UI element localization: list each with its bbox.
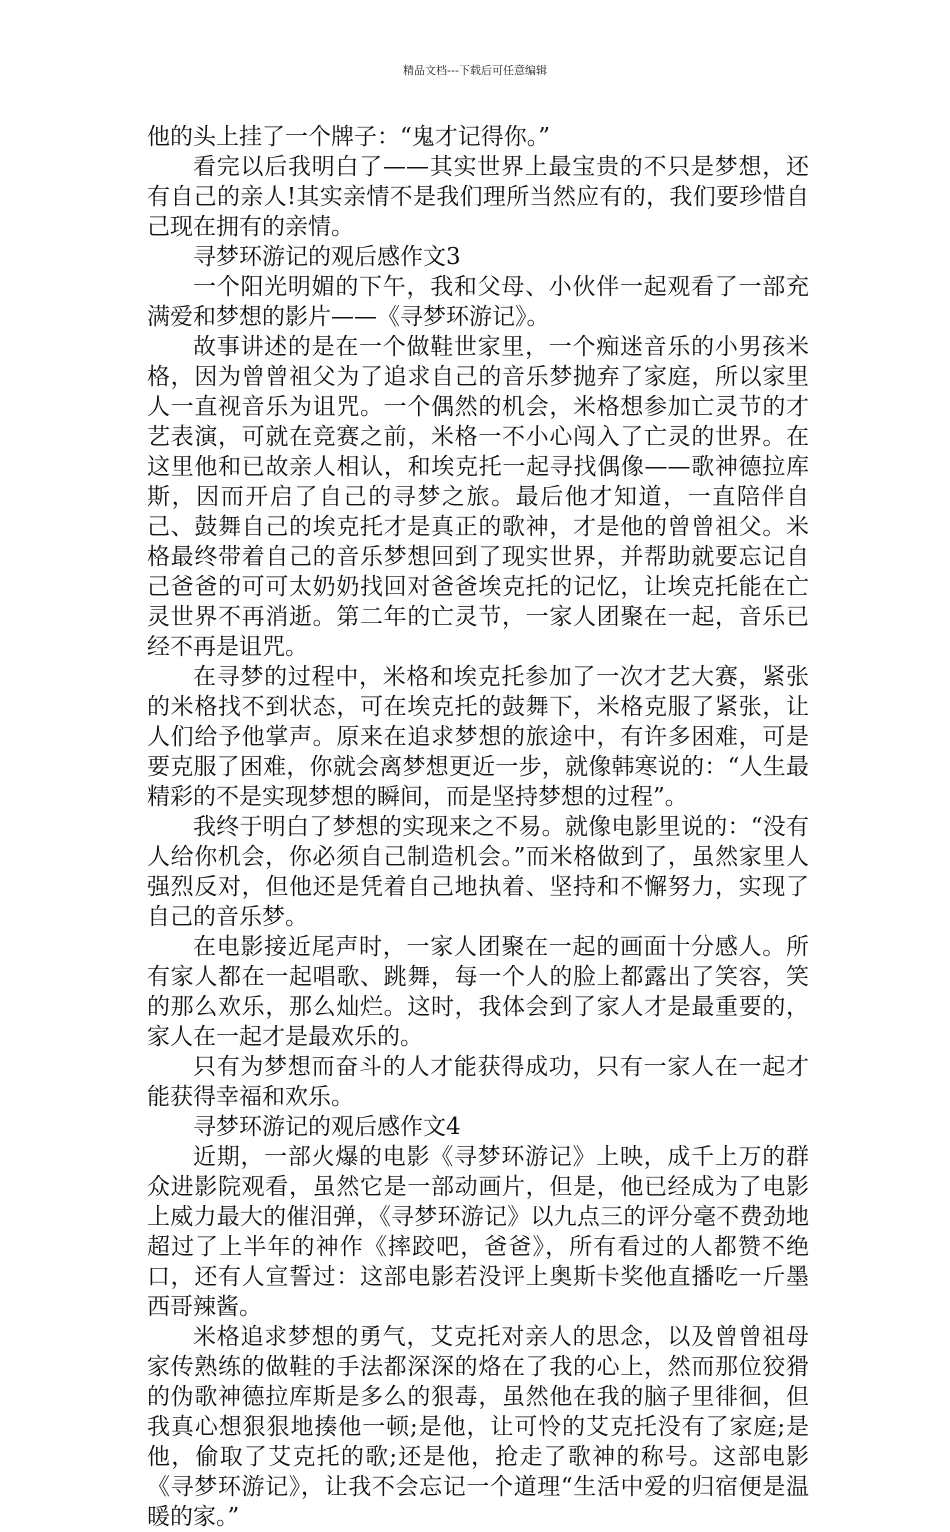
paragraph: 一个阳光明媚的下午，我和父母、小伙伴一起观看了一部充满爱和梦想的影片——《寻梦环游记》。 [147,274,809,330]
paragraph: 米格追求梦想的勇气，艾克托对亲人的思念，以及曾曾祖母家传熟练的做鞋的手法都深深的烙在了我的心上，然而那位狡猾的伪歌神德拉库斯是多么的狠毒，虽然他在我的脑子里徘徊，但我真心想狠狠地揍他一顿;是他，让可怜的艾克托没有了家庭;是他，偷取了艾克托的歌;还是他，抢走了歌神的称号。这部电影《寻梦环游记》，让我不会忘记一个道理“生活中爱的归宿便是温暖的家。” [147,1324,809,1530]
section-heading: 寻梦环游记的观后感作文4 [193,1114,461,1140]
paragraph: 故事讲述的是在一个做鞋世家里，一个痴迷音乐的小男孩米格，因为曾曾祖父为了追求自己的音乐梦抛弃了家庭，所以家里人一直视音乐为诅咒。一个偶然的机会，米格想参加亡灵节的才艺表演，可就在竞赛之前，米格一不小心闯入了亡灵的世界。在这里他和已故亲人相认，和埃克托一起寻找偶像——歌神德拉库斯，因而开启了自己的寻梦之旅。最后他才知道，一直陪伴自己、鼓舞自己的埃克托才是真正的歌神，才是他的曾曾祖父。米格最终带着自己的音乐梦想回到了现实世界，并帮助就要忘记自己爸爸的可可太奶奶找回对爸爸埃克托的记忆，让埃克托能在亡灵世界不再消逝。第二年的亡灵节，一家人团聚在一起，音乐已经不再是诅咒。 [147,334,809,660]
paragraph: 在电影接近尾声时，一家人团聚在一起的画面十分感人。所有家人都在一起唱歌、跳舞，每一个人的脸上都露出了笑容，笑的那么欢乐，那么灿烂。这时，我体会到了家人才是最重要的，家人在一起才是最欢乐的。 [147,934,809,1050]
section-heading: 寻梦环游记的观后感作文3 [193,244,461,270]
paragraph: 在寻梦的过程中，米格和埃克托参加了一次才艺大赛，紧张的米格找不到状态，可在埃克托的鼓舞下，米格克服了紧张，让人们给予他掌声。原来在追求梦想的旅途中，有许多困难，可是要克服了困难，你就会离梦想更近一步，就像韩寒说的：“人生最精彩的不是实现梦想的瞬间，而是坚持梦想的过程”。 [147,664,809,810]
document-body [147,122,809,1532]
paragraph: 他的头上挂了一个牌子：“鬼才记得你。” [147,124,551,150]
paragraph: 我终于明白了梦想的实现来之不易。就像电影里说的：“没有人给你机会，你必须自己制造机会。”而米格做到了，虽然家里人强烈反对，但他还是凭着自己地执着、坚持和不懈努力，实现了自己的音乐梦。 [147,814,809,930]
page-header: 精品文档---下载后可任意编辑 [403,64,547,77]
paragraph: 近期，一部火爆的电影《寻梦环游记》上映，成千上万的群众进影院观看，虽然它是一部动画片，但是，他已经成为了电影上威力最大的催泪弹，《寻梦环游记》以九点三的评分毫不费劲地超过了上半年的神作《摔跤吧，爸爸》，所有看过的人都赞不绝口，还有人宣誓过：这部电影若没评上奥斯卡奖他直播吃一斤墨西哥辣酱。 [147,1144,809,1320]
paragraph: 看完以后我明白了——其实世界上最宝贵的不只是梦想，还有自己的亲人!其实亲情不是我们理所当然应有的，我们要珍惜自己现在拥有的亲情。 [147,154,809,240]
paragraph: 只有为梦想而奋斗的人才能获得成功，只有一家人在一起才能获得幸福和欢乐。 [147,1054,809,1110]
